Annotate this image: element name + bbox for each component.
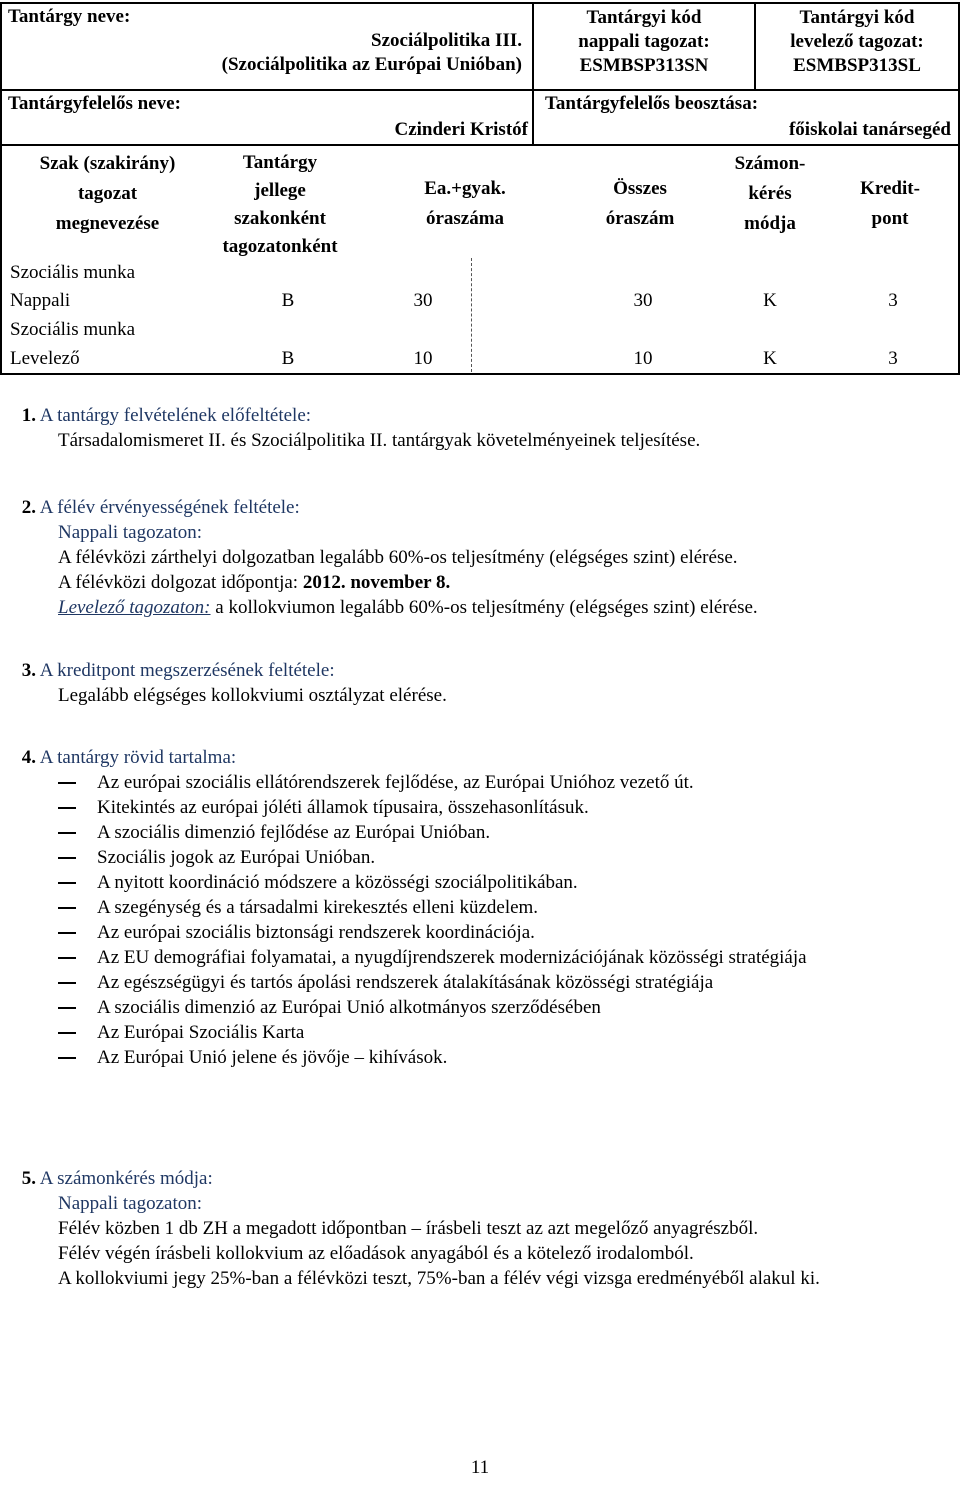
full-time-requirement: A félévközi zárthelyi dolgozatban legalább 60%-os teljesítmény (elégséges szint) elérése. bbox=[58, 547, 738, 568]
list-item: Szociális jogok az Európai Unióban. bbox=[0, 845, 960, 870]
full-time-label: Nappali tagozaton: bbox=[58, 1193, 203, 1214]
row-szak-line2: Nappali bbox=[10, 290, 71, 311]
row-kredit: 3 bbox=[888, 290, 898, 311]
correspondence-label: Levelező tagozaton: bbox=[58, 597, 211, 618]
section-text: Társadalomismeret II. és Szociálpolitika II. tantárgyak követelményeinek teljesítése. bbox=[58, 430, 701, 451]
row-ea: 10 bbox=[413, 348, 433, 369]
section-assessment bbox=[0, 1166, 960, 1291]
section-number: 3. bbox=[21, 660, 36, 681]
section-title: A kreditpont megszerzésének feltétele: bbox=[39, 660, 335, 681]
section-title: A tantárgy rövid tartalma: bbox=[39, 747, 237, 768]
position-value: főiskolai tanársegéd bbox=[788, 119, 951, 140]
col-header-ea-gyak: Ea.+gyak. óraszáma bbox=[424, 178, 506, 229]
list-item: Az EU demográfiai folyamatai, a nyugdíjrendszerek modernizációjának közösségi stratégiája bbox=[0, 945, 960, 970]
col-header-kredit: Kredit- pont bbox=[860, 178, 920, 229]
col-header-jellege: Tantárgy jellege szakonként tagozatonként bbox=[222, 152, 338, 257]
section-title: A tantárgy felvételének előfeltétele: bbox=[39, 405, 312, 426]
responsible-name: Czinderi Kristóf bbox=[394, 119, 528, 140]
section-prerequisites bbox=[0, 403, 700, 453]
course-code-correspondence: Tantárgyi kód levelező tagozat: ESMBSP313SL bbox=[790, 7, 924, 76]
section-course-content bbox=[0, 745, 960, 1070]
row-szamonkeres: K bbox=[763, 348, 777, 369]
list-item: A szociális dimenzió az Európai Unió alkotmányos szerződésében bbox=[0, 995, 960, 1020]
full-time-label: Nappali tagozaton: bbox=[58, 522, 203, 543]
list-item: Az egészségügyi és tartós ápolási rendszerek átalakításának közösségi stratégiája bbox=[0, 970, 960, 995]
list-item: Kitekintés az európai jóléti államok típusaira, összehasonlításuk. bbox=[0, 795, 960, 820]
list-item: A szociális dimenzió fejlődése az Európai Unióban. bbox=[0, 820, 960, 845]
section-text: Legalább elégséges kollokviumi osztályzat elérése. bbox=[58, 685, 447, 706]
section-credit-condition bbox=[0, 658, 447, 708]
row-ea: 30 bbox=[413, 290, 433, 311]
course-name-subtitle: (Szociálpolitika az Európai Unióban) bbox=[221, 54, 522, 75]
row-szak-line1: Szociális munka bbox=[10, 262, 136, 283]
col-header-szamonkeres: Számon- kérés módja bbox=[734, 153, 806, 234]
row-jellege: B bbox=[281, 290, 295, 311]
col-header-osszes: Összes óraszám bbox=[605, 178, 675, 229]
assessment-paragraph: A kollokviumi jegy 25%-ban a félévközi teszt, 75%-ban a félév végi vizsga eredményéből alakul ki. bbox=[58, 1268, 820, 1289]
section-number: 4. bbox=[21, 747, 36, 768]
list-item: Az Európai Unió jelene és jövője – kihívások. bbox=[0, 1045, 960, 1070]
row-kredit: 3 bbox=[888, 348, 898, 369]
list-item: A nyitott koordináció módszere a közösségi szociálpolitikában. bbox=[0, 870, 960, 895]
row-osszes: 10 bbox=[633, 348, 653, 369]
row-osszes: 30 bbox=[633, 290, 653, 311]
list-item: Az Európai Szociális Karta bbox=[0, 1020, 960, 1045]
row-szak-line2: Levelező bbox=[10, 348, 80, 369]
section-title: A félév érvényességének feltétele: bbox=[39, 497, 300, 518]
responsible-label: Tantárgyfelelős neve: bbox=[8, 93, 181, 114]
list-item: Az európai szociális biztonsági rendszerek koordinációja. bbox=[0, 920, 960, 945]
list-item: Az európai szociális ellátórendszerek fejlődése, az Európai Unióhoz vezető út. bbox=[0, 770, 960, 795]
section-number: 1. bbox=[21, 405, 36, 426]
position-label: Tantárgyfelelős beosztása: bbox=[545, 93, 759, 114]
row-szak-line1: Szociális munka bbox=[10, 319, 136, 340]
row-jellege: B bbox=[281, 348, 295, 369]
section-number: 2. bbox=[21, 497, 36, 518]
course-name: Szociálpolitika III. bbox=[371, 30, 522, 51]
col-header-szak: Szak (szakirány) tagozat megnevezése bbox=[39, 153, 176, 234]
section-number: 5. bbox=[21, 1168, 36, 1189]
assessment-paragraph: Félév végén írásbeli kollokvium az előadások anyagából és a kötelező irodalomból. bbox=[58, 1243, 694, 1264]
section-title: A számonkérés módja: bbox=[39, 1168, 213, 1189]
test-date-line: A félévközi dolgozat időpontja: 2012. november 8. bbox=[58, 572, 451, 593]
course-code-full-time: Tantárgyi kód nappali tagozat: ESMBSP313SN bbox=[578, 7, 710, 76]
content-list bbox=[0, 770, 960, 1070]
test-date: 2012. november 8. bbox=[302, 572, 451, 593]
section-semester-validity bbox=[0, 495, 758, 620]
list-item: A szegénység és a társadalmi kirekesztés elleni küzdelem. bbox=[0, 895, 960, 920]
course-name-label: Tantárgy neve: bbox=[8, 6, 131, 27]
correspondence-requirement: Levelező tagozaton: a kollokviumon legalább 60%-os teljesítmény (elégséges szint) elérése. bbox=[58, 597, 758, 618]
row-szamonkeres: K bbox=[763, 290, 777, 311]
page-number: 11 bbox=[470, 1457, 490, 1478]
assessment-paragraph: Félév közben 1 db ZH a megadott időpontban – írásbeli teszt az azt megelőző anyagrészből. bbox=[58, 1218, 759, 1239]
